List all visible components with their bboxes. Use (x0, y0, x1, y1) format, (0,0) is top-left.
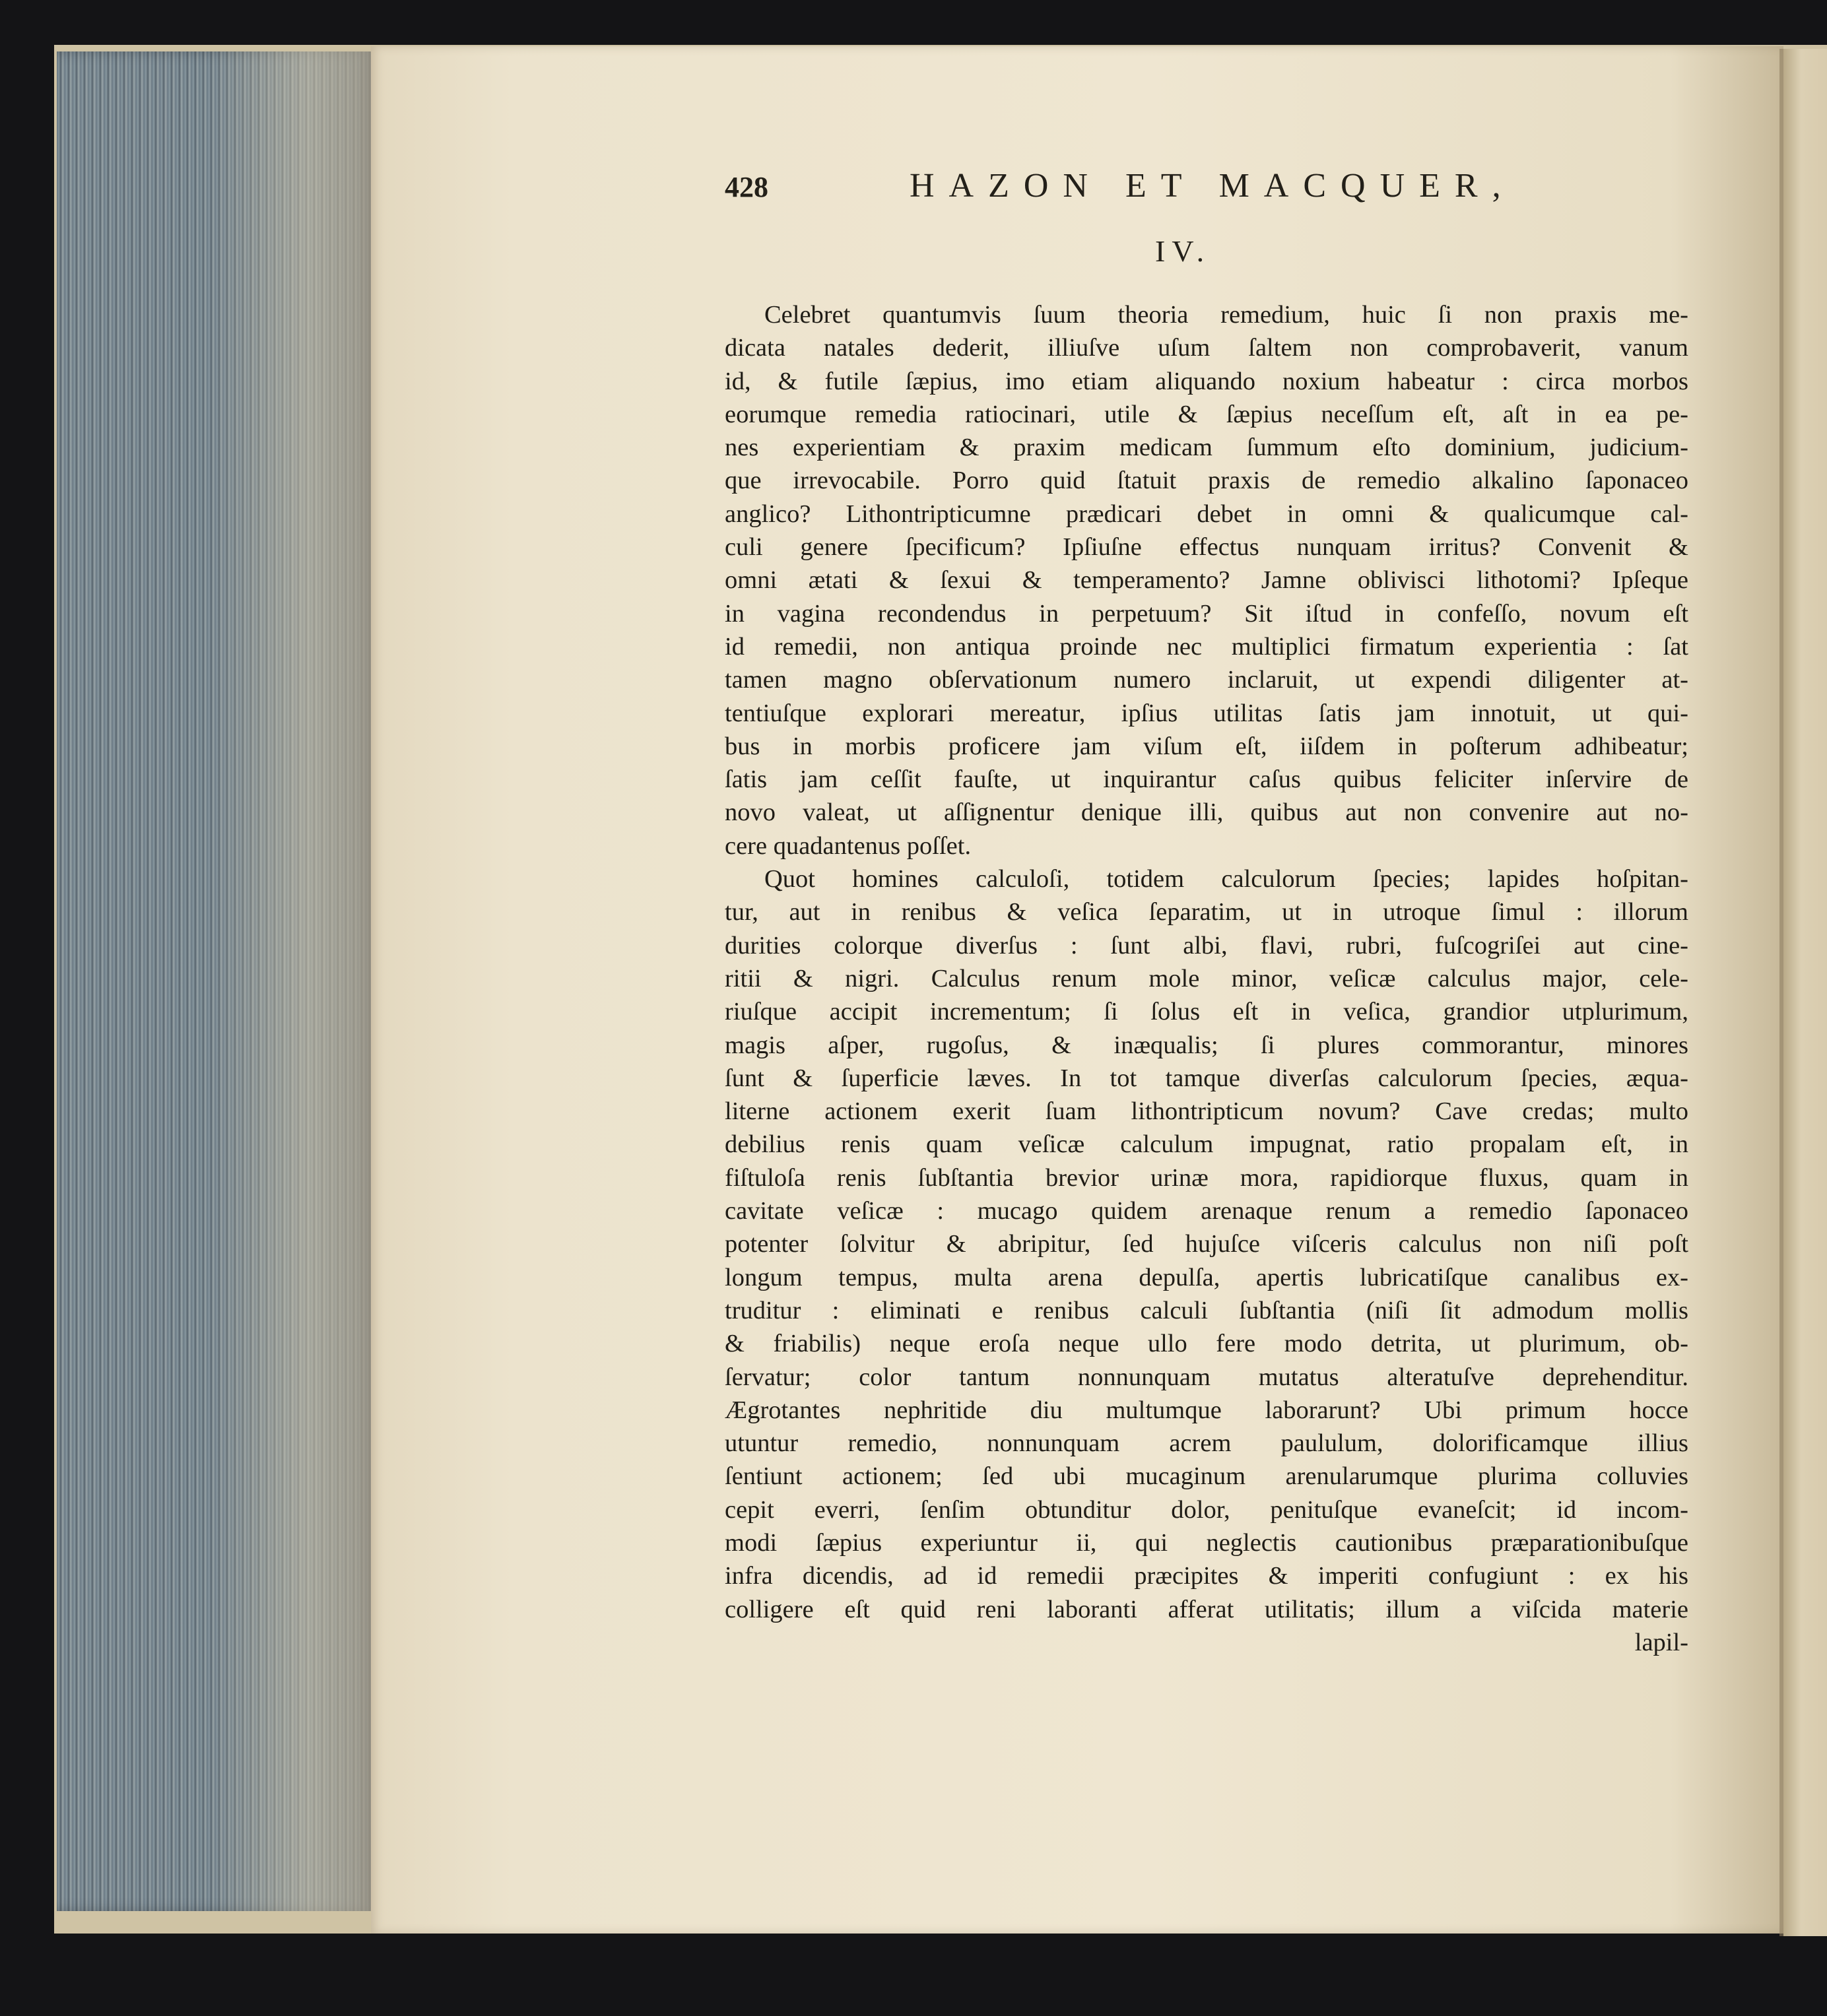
text-line: ritii & nigri. Calculus renum mole minor, veſicæ calculus major, cele- (725, 964, 1688, 992)
text-line: id remedii, non antiqua proinde nec multiplici firmatum experientia : ſat (725, 632, 1688, 661)
text-line: id, & futile ſæpius, imo etiam aliquando noxium habeatur : circa morbos (725, 367, 1688, 395)
text-line: tamen magno obſervationum numero inclaruit, ut expendi diligenter at- (725, 666, 1688, 694)
text-line: modi ſæpius experiuntur ii, qui neglectis cautionibus præparationibuſque (725, 1528, 1688, 1557)
text-line: nes experientiam & praxim medicam ſummum eſto dominium, judicium- (725, 434, 1688, 462)
facing-page-edge (1783, 49, 1827, 1936)
text-line: novo valeat, ut aſſignentur denique illi, quibus aut non convenire aut no- (725, 798, 1688, 827)
text-line: riuſque accipit incrementum; ſi ſolus eſt in veſica, grandior utplurimum, (725, 998, 1688, 1026)
text-line: Quot homines calculoſi, totidem calculorum ſpecies; lapides hoſpitan- (764, 865, 1688, 894)
body-text (725, 298, 1688, 1659)
text-line: literne actionem exerit ſuam lithontripticum novum? Cave credas; multo (725, 1097, 1688, 1126)
text-line: potenter ſolvitur & abripitur, ſed hujuſce viſceris calculus non niſi poſt (725, 1230, 1688, 1258)
text-line: ſatis jam ceſſit fauſte, ut inquirantur caſus quibus feliciter inſervire de (725, 765, 1688, 794)
text-line: eorumque remedia ratiocinari, utile & ſæpius neceſſum eſt, aſt in ea pe- (725, 400, 1688, 428)
text-line: ſentiunt actionem; ſed ubi mucaginum arenularumque plurima colluvies (725, 1462, 1688, 1491)
text-line: colligere eſt quid reni laboranti afferat utilitatis; illum a viſcida materie (725, 1595, 1688, 1623)
text-line: durities colorque diverſus : ſunt albi, flavi, rubri, fuſcogriſei aut cine- (725, 931, 1688, 959)
text-line: infra dicendis, ad id remedii præcipites & imperiti confugiunt : ex his (725, 1562, 1688, 1590)
text-line: & friabilis) neque eroſa neque ullo fere modo detrita, ut plurimum, ob- (725, 1330, 1688, 1358)
running-head: HAZON ET MACQUER, (910, 167, 1515, 205)
text-line: truditur : eliminati e renibus calculi ſubſtantia (niſi ſit admodum mollis (725, 1296, 1688, 1324)
page-header (725, 166, 1715, 212)
fore-edge-shading (211, 51, 372, 1911)
section-heading: IV. (1155, 234, 1211, 268)
text-line: debilius renis quam veſicæ calculum impugnat, ratio propalam eſt, in (725, 1130, 1688, 1159)
text-line: cepit everri, ſenſim obtunditur dolor, penituſque evaneſcit; id incom- (725, 1495, 1688, 1524)
text-line: fiſtuloſa renis ſubſtantia brevior urinæ mora, rapidiorque fluxus, quam in (725, 1163, 1688, 1192)
text-line: dicata natales dederit, illiuſve uſum ſaltem non comprobaverit, vanum (725, 334, 1688, 362)
text-line: magis aſper, rugoſus, & inæqualis; ſi plures commorantur, minores (725, 1031, 1688, 1059)
page-number: 428 (725, 171, 768, 203)
text-line: ſunt & ſuperficie læves. In tot tamque diverſas calculorum ſpecies, æqua- (725, 1064, 1688, 1092)
text-line: in vagina recondendus in perpetuum? Sit iſtud in confeſſo, novum eſt (725, 599, 1688, 628)
text-line: longum tempus, multa arena depulſa, apertis lubricatiſque canalibus ex- (725, 1263, 1688, 1291)
text-line: culi genere ſpecificum? Ipſiuſne effectus nunquam irritus? Convenit & (725, 533, 1688, 562)
text-line: tentiuſque explorari mereatur, ipſius utilitas ſatis jam innotuit, ut qui- (725, 699, 1688, 727)
text-line: ſervatur; color tantum nonnunquam mutatus alteratuſve deprehenditur. (725, 1363, 1688, 1391)
text-line: cavitate veſicæ : mucago quidem arenaque renum a remedio ſaponaceo (725, 1197, 1688, 1225)
text-line: cere quadantenus poſſet. (725, 831, 972, 860)
text-line: Ægrotantes nephritide diu multumque laborarunt? Ubi primum hocce (725, 1396, 1688, 1424)
text-line: omni ætati & ſexui & temperamento? Jamne oblivisci lithotomi? Ipſeque (725, 566, 1688, 595)
text-line: tur, aut in renibus & veſica ſeparatim, ut in utroque ſimul : illorum (725, 898, 1688, 927)
catchword: lapil- (1634, 1628, 1688, 1656)
text-line: que irrevocabile. Porro quid ſtatuit praxis de remedio alkalino ſaponaceo (725, 467, 1688, 495)
text-line: bus in morbis proficere jam viſum eſt, iiſdem in poſterum adhibeatur; (725, 732, 1688, 760)
text-line: utuntur remedio, nonnunquam acrem paululum, dolorificamque illius (725, 1429, 1688, 1458)
text-line: Celebret quantumvis ſuum theoria remedium, huic ſi non praxis me- (764, 301, 1688, 329)
text-line: anglico? Lithontripticumne prædicari debet in omni & qualicumque cal- (725, 500, 1688, 528)
